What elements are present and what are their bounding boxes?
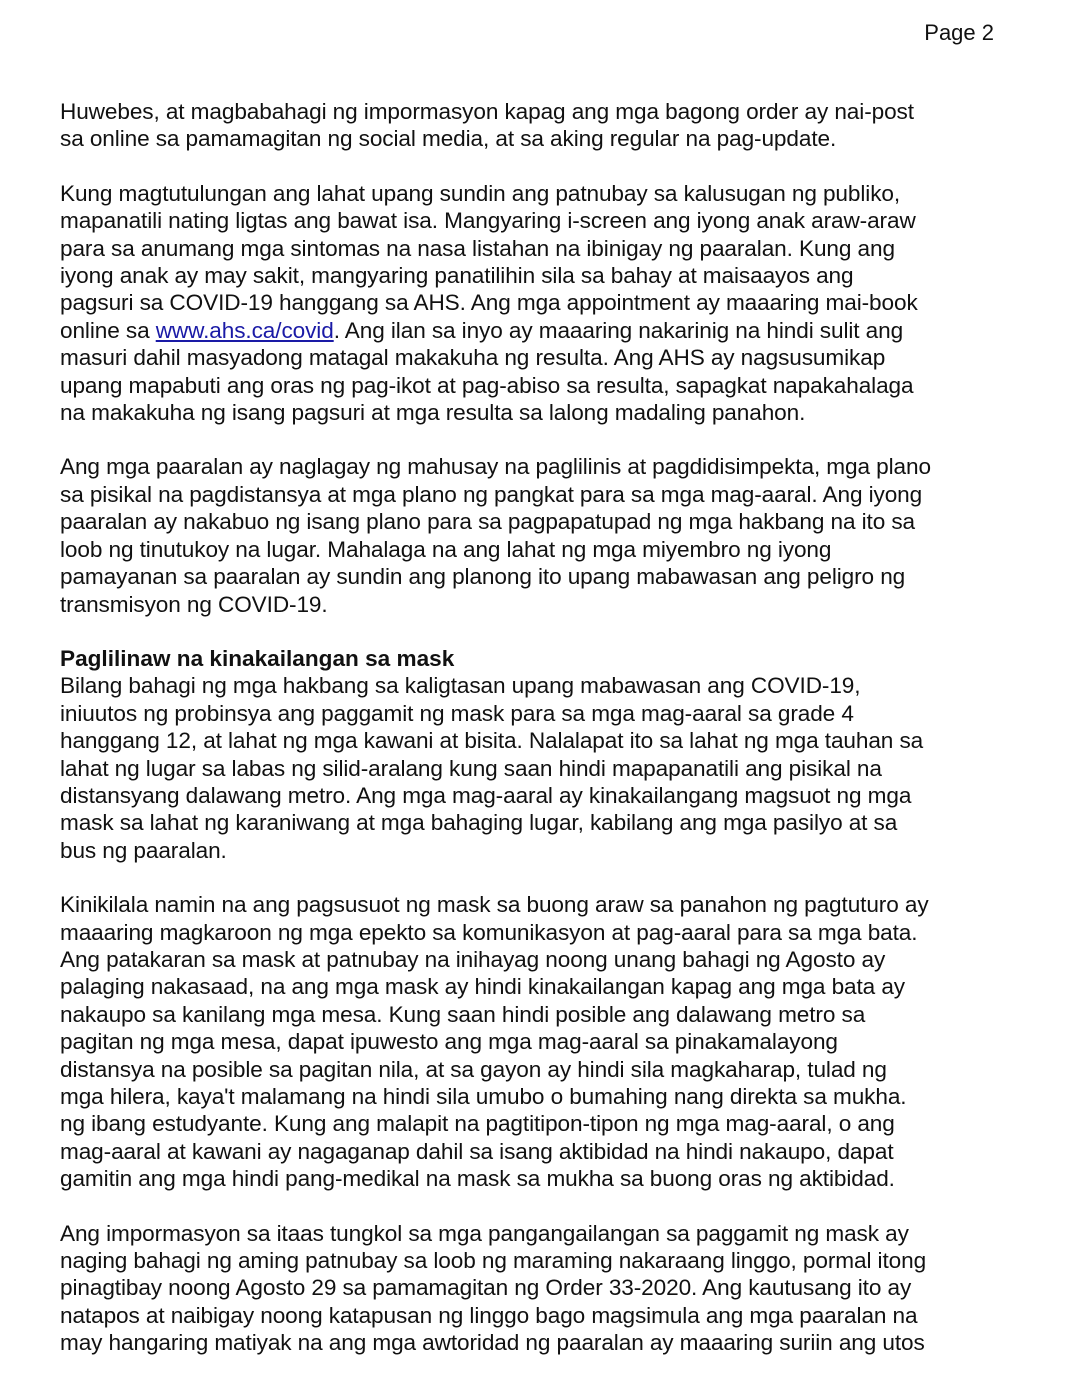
text-line: naging bahagi ng aming patnubay sa loob ng maraming nakaraang linggo, pormal itong (60, 1248, 927, 1274)
text-line: upang mapabuti ang oras ng pag-ikot at pag-abiso sa resulta, sapagkat napakahalaga (60, 372, 914, 398)
text-line: Bilang bahagi ng mga hakbang sa kaligtasan upang mabawasan ang COVID-19, (60, 673, 861, 699)
text-line: lahat ng lugar sa labas ng silid-aralang kung saan hindi mapapanatili ang pisikal na (60, 755, 882, 781)
text-line: palaging nakasaad, na ang mga mask ay hindi kinakailangan kapag ang mga bata ay (60, 974, 905, 1000)
text-line: natapos at naibigay noong katapusan ng linggo bago magsimula ang mga paaralan na (60, 1302, 918, 1328)
text-line: mag-aaral at kawani ay nagaganap dahil sa isang aktibidad na hindi nakaupo, dapat (60, 1138, 894, 1164)
section-heading: Paglilinaw na kinakailangan sa mask (60, 645, 455, 671)
text-line: masuri dahil masyadong matagal makakuha ng resulta. Ang AHS ay nagsusumikap (60, 345, 886, 371)
paragraph-3 (60, 453, 1050, 617)
text-line: Ang patakaran sa mask at patnubay na inihayag noong unang bahagi ng Agosto ay (60, 946, 886, 972)
document-body (60, 98, 1050, 1384)
text-line: gamitin ang mga hindi pang-medikal na mask sa mukha sa buong oras ng aktibidad. (60, 1166, 895, 1192)
text-line: nakaupo sa kanilang mga mesa. Kung saan hindi posible ang dalawang metro sa (60, 1001, 866, 1027)
text-line: iyong anak ay may sakit, mangyaring panatilihin sila sa bahay at maisaayos ang (60, 263, 854, 289)
text-line: Kung magtutulungan ang lahat upang sundin ang patnubay sa kalusugan ng publiko, (60, 180, 901, 206)
text-line: Ang impormasyon sa itaas tungkol sa mga pangangailangan sa paggamit ng mask ay (60, 1220, 909, 1246)
mask-section (60, 645, 1050, 864)
text-line: transmisyon ng COVID-19. (60, 591, 328, 617)
paragraph-6 (60, 1220, 1050, 1357)
text-line: maaaring magkaroon ng mga epekto sa komunikasyon at pag-aaral para sa mga bata. (60, 919, 918, 945)
text-line: may hangaring matiyak na ang mga awtoridad ng paaralan ay maaaring suriin ang utos (60, 1330, 925, 1356)
text-line: Huwebes, at magbabahagi ng impormasyon kapag ang mga bagong order ay nai-post (60, 99, 914, 124)
text-line: sa online sa pamamagitan ng social media, at sa aking regular na pag-update. (60, 126, 837, 152)
link-suffix-text: . Ang ilan sa inyo ay maaaring nakarinig na hindi sulit ang (333, 317, 904, 343)
text-line: loob ng tinutukoy na lugar. Mahalaga na ang lahat ng mga miyembro ng iyong (60, 536, 832, 562)
text-line: pagsuri sa COVID-19 hanggang sa AHS. Ang mga appointment ay maaaring mai-book (60, 290, 918, 316)
text-line: paaralan ay nakabuo ng isang plano para sa pagpapatupad ng mga hakbang na ito sa (60, 509, 916, 535)
text-line: distansya na posible sa pagitan nila, at sa gayon ay hindi sila magkaharap, tulad ng (60, 1056, 887, 1082)
text-line: na makakuha ng isang pagsuri at mga resulta sa lalong madaling panahon. (60, 400, 806, 426)
text-line: pagitan ng mga mesa, dapat ipuwesto ang mga mag-aaral sa pinakamalayong (60, 1029, 838, 1055)
text-line: para sa anumang mga sintomas na nasa listahan na ibinigay ng paaralan. Kung ang (60, 235, 895, 261)
text-line-with-link (60, 317, 1050, 344)
text-line: distansyang dalawang metro. Ang mga mag-aaral ay kinakailangang magsuot ng mga (60, 782, 912, 808)
text-line: Kinikilala namin na ang pagsusuot ng mask sa buong araw sa panahon ng pagtuturo ay (60, 892, 929, 918)
text-line: ng ibang estudyante. Kung ang malapit na pagtitipon-tipon ng mga mag-aaral, o ang (60, 1111, 895, 1137)
text-line: Ang mga paaralan ay naglagay ng mahusay na paglilinis at pagdidisimpekta, mga plano (60, 454, 931, 480)
paragraph-1 (60, 98, 1050, 153)
text-line: hanggang 12, at lahat ng mga kawani at bisita. Nalalapat ito sa lahat ng mga tauhan sa (60, 728, 924, 754)
text-line: iniuutos ng probinsya ang paggamit ng mask para sa mga mag-aaral sa grade 4 (60, 700, 854, 726)
text-line: bus ng paaralan. (60, 837, 227, 863)
text-line: mask sa lahat ng karaniwang at mga bahaging lugar, kabilang ang mga pasilyo at sa (60, 810, 898, 836)
text-line: mapanatili nating ligtas ang bawat isa. Mangyaring i-screen ang iyong anak araw-araw (60, 208, 916, 234)
text-line: pinagtibay noong Agosto 29 sa pamamagitan ng Order 33-2020. Ang kautusang ito ay (60, 1275, 912, 1301)
text-line: sa pisikal na pagdistansya at mga plano ng pangkat para sa mga mag-aaral. Ang iyong (60, 481, 923, 507)
paragraph-5 (60, 891, 1050, 1192)
ahs-covid-link[interactable]: www.ahs.ca/covid (155, 317, 334, 343)
link-prefix-text: online sa (60, 317, 156, 343)
page-number: Page 2 (924, 20, 994, 45)
text-line: mga hilera, kaya't malamang na hindi sila umubo o bumahing nang direkta sa mukha. (60, 1084, 907, 1109)
text-line: pamayanan sa paaralan ay sundin ang planong ito upang mabawasan ang peligro ng (60, 564, 906, 590)
paragraph-2 (60, 180, 1050, 427)
